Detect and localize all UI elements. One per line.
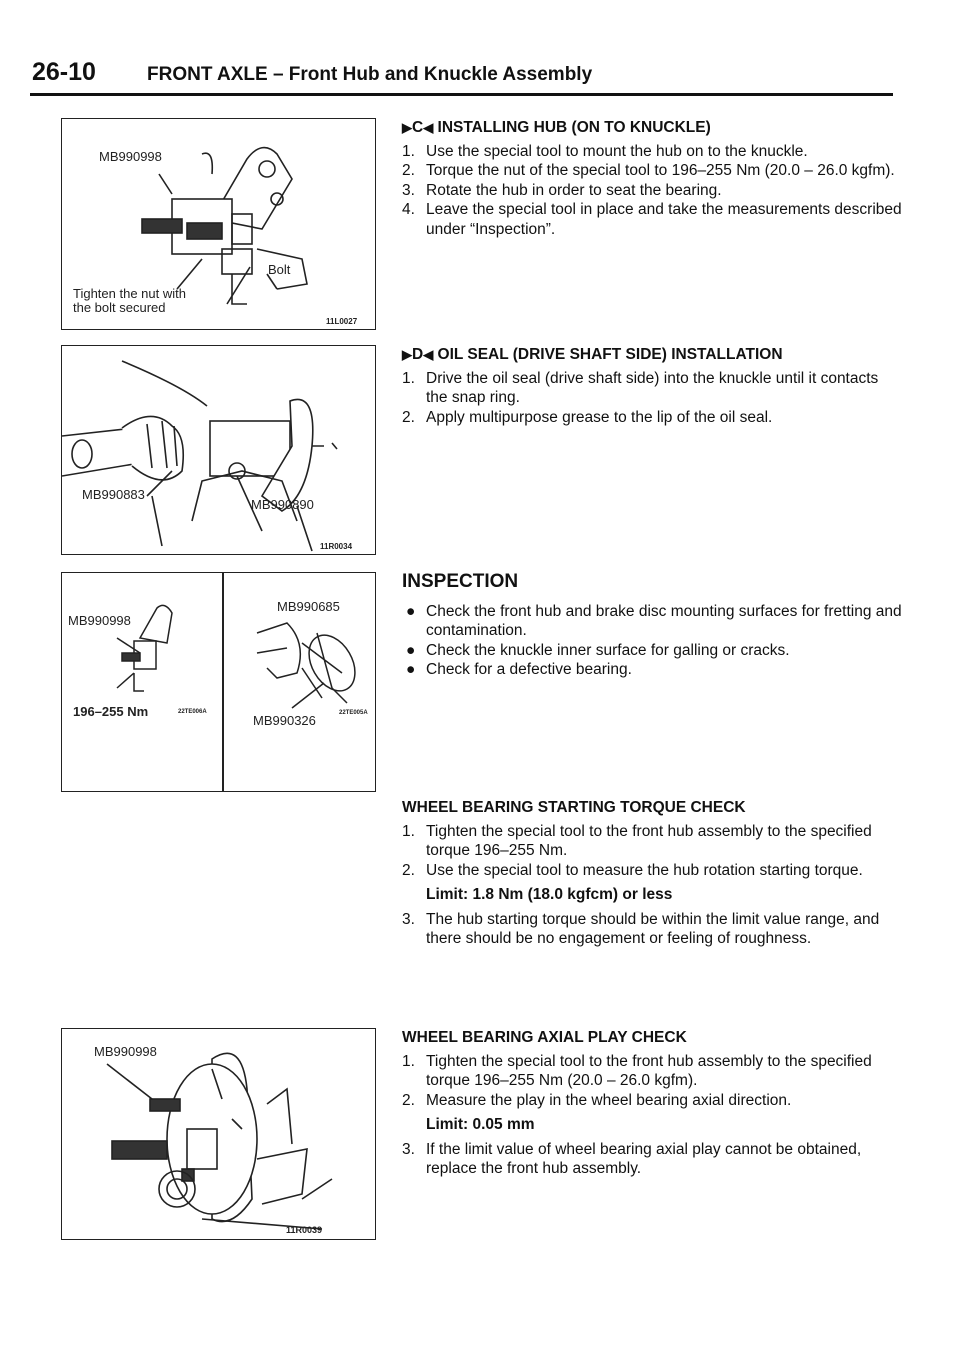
steps-list — [402, 142, 902, 240]
list-item: 1. Drive the oil seal (drive shaft side) into the knuckle until it contacts the snap ring. — [402, 369, 879, 406]
oil-seal-illustration — [62, 346, 375, 554]
list-item: 2. Apply multipurpose grease to the lip of the oil seal. — [402, 408, 773, 426]
list-item: ● Check for a defective bearing. — [406, 661, 632, 678]
torque-label: 196–255 Nm — [73, 704, 149, 719]
axial-play-illustration — [62, 1029, 375, 1239]
limit-value: Limit: 1.8 Nm (18.0 kgfcm) or less — [426, 886, 673, 903]
note-line1: Tighten the nut with — [73, 286, 186, 301]
list-item: ● Check the knuckle inner surface for galling or cracks. — [406, 641, 790, 659]
page-title: FRONT AXLE – Front Hub and Knuckle Assembly — [147, 64, 593, 85]
bullet-icon: ● — [406, 641, 416, 659]
section-starting-torque — [402, 798, 902, 949]
steps-list — [402, 910, 902, 949]
figure-code: 11R0039 — [286, 1225, 323, 1235]
figure-code-right: 22TE005A — [339, 710, 368, 716]
note-line2: the bolt secured — [73, 300, 166, 315]
marker-letter: C — [412, 119, 424, 136]
steps-list — [402, 369, 902, 428]
marker-left-triangle-icon: ◀ — [423, 120, 434, 135]
marker-left-triangle-icon: ◀ — [423, 347, 434, 362]
steps-list — [402, 1052, 902, 1111]
list-item: 3. If the limit value of wheel bearing axial play cannot be obtained, replace the front hub assembly. — [402, 1140, 862, 1177]
tool-label-mb990685: MB990685 — [277, 599, 340, 614]
steps-list — [402, 1140, 902, 1179]
section-title: INSPECTION — [402, 571, 519, 592]
tool-label-mb990998: MB990998 — [99, 149, 162, 164]
list-item: ● Check the front hub and brake disc mounting surfaces for fretting and contamination. — [406, 602, 902, 639]
bullet-icon: ● — [406, 602, 416, 620]
section-inspection — [402, 572, 902, 680]
header-rule — [30, 93, 893, 96]
bolt-label: Bolt — [268, 262, 291, 277]
marker-right-triangle-icon: ▶ — [402, 120, 412, 135]
list-item: 1. Tighten the special tool to the front hub assembly to the specified torque 196–255 Nm. — [402, 822, 872, 859]
tool-label-mb990890: MB990890 — [251, 497, 314, 512]
figure-code: 11R0034 — [320, 542, 353, 551]
list-item: 2. Measure the play in the wheel bearing axial direction. — [402, 1091, 792, 1109]
figure-oil-seal-tool — [61, 345, 376, 555]
section-title: ▶D◀ OIL SEAL (DRIVE SHAFT SIDE) INSTALLATION — [402, 346, 783, 363]
bullet-list — [402, 602, 902, 680]
list-item: 2. Use the special tool to measure the hub rotation starting torque. — [402, 861, 863, 879]
list-item: 2. Torque the nut of the special tool to 196–255 Nm (20.0 – 26.0 kgfm). — [402, 162, 895, 179]
list-item: 1. Use the special tool to mount the hub on to the knuckle. — [402, 142, 808, 160]
list-item: 4. Leave the special tool in place and take the measurements described under “Inspection”. — [402, 201, 902, 238]
figure-hub-tool — [61, 118, 376, 330]
limit-value: Limit: 0.05 mm — [426, 1116, 535, 1133]
section-oil-seal — [402, 345, 902, 427]
tool-label-mb990883: MB990883 — [82, 487, 145, 502]
figure-axial-play — [61, 1028, 376, 1240]
section-title: WHEEL BEARING STARTING TORQUE CHECK — [402, 799, 746, 816]
section-title: WHEEL BEARING AXIAL PLAY CHECK — [402, 1029, 687, 1046]
tool-label-mb990998: MB990998 — [94, 1044, 157, 1059]
section-axial-play — [402, 1028, 902, 1179]
list-item: 3. The hub starting torque should be within the limit value range, and there should be no engagement or feeling of roughness. — [402, 910, 880, 947]
steps-list — [402, 822, 902, 881]
list-item: 1. Tighten the special tool to the front hub assembly to the specified torque 196–255 Nm (20.0 – 26.0 kgfm). — [402, 1052, 872, 1089]
tool-label-mb990998: MB990998 — [68, 613, 131, 628]
tool-label-mb990326: MB990326 — [253, 713, 316, 728]
figure-starting-torque — [61, 572, 376, 792]
bullet-icon: ● — [406, 661, 416, 678]
marker-letter: D — [412, 346, 424, 363]
figure-code: 11L0027 — [326, 317, 358, 326]
section-installing-hub — [402, 118, 902, 239]
list-item: 3. Rotate the hub in order to seat the bearing. — [402, 181, 722, 199]
page-number: 26-10 — [32, 58, 96, 86]
section-title: ▶C◀ INSTALLING HUB (ON TO KNUCKLE) — [402, 119, 711, 136]
figure-code-left: 22TE006A — [178, 709, 207, 715]
marker-right-triangle-icon: ▶ — [402, 347, 412, 362]
